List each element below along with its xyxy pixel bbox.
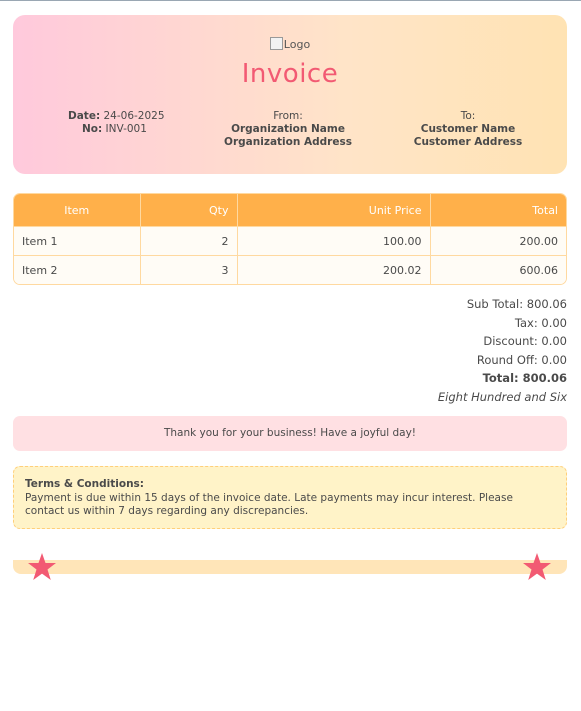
logo: [13, 37, 567, 51]
broken-image-icon: [270, 37, 283, 50]
table-header-row: [14, 194, 566, 227]
tax: Tax: 0.00: [514, 315, 567, 330]
number-label: No:: [82, 123, 103, 135]
to-block: [398, 110, 538, 149]
terms-box: [13, 466, 567, 529]
sub-total: Sub Total: 800.06: [466, 297, 567, 311]
column-header-unit-price: Unit Price: [237, 194, 430, 227]
terms-text: Payment is due within 15 days of the invoice date. Late payments may incur interest. Please contact us within 7 days regarding any discrepancies.: [25, 491, 513, 517]
terms-heading: Terms & Conditions:: [25, 478, 144, 490]
to-label: To:: [460, 110, 476, 122]
round-off: Round Off: 0.00: [476, 352, 567, 367]
cell-item: Item 2: [14, 256, 140, 285]
discount: Discount: 0.00: [483, 334, 567, 348]
thank-you-note: Thank you for your business! Have a joyful day!: [13, 416, 567, 451]
from-label: From:: [273, 110, 303, 122]
from-block: [208, 110, 368, 149]
amount-in-words: Eight Hundred and Six: [437, 389, 567, 404]
invoice-number: INV-001: [105, 123, 147, 135]
cell-unit-price: 100.00: [237, 227, 430, 256]
footer-band: [13, 560, 567, 574]
from-address: Organization Address: [224, 136, 352, 148]
table-row: [14, 256, 566, 285]
cell-total: 600.06: [430, 256, 566, 285]
to-name: Customer Name: [420, 123, 516, 135]
column-header-total: Total: [430, 194, 566, 227]
star-icon: [522, 552, 552, 582]
column-header-qty: Qty: [140, 194, 237, 227]
cell-item: Item 1: [14, 227, 140, 256]
date-label: Date:: [68, 110, 101, 122]
invoice-header: [13, 15, 567, 174]
cell-total: 200.00: [430, 227, 566, 256]
column-header-item: Item: [14, 194, 140, 227]
cell-qty: 3: [140, 256, 237, 285]
invoice-date: 24-06-2025: [103, 110, 165, 122]
star-icon: [27, 552, 57, 582]
from-name: Organization Name: [231, 123, 345, 135]
invoice-meta: [68, 110, 165, 136]
logo-alt-text: Logo: [283, 38, 311, 51]
table-row: [14, 227, 566, 256]
page-title: Invoice: [241, 59, 339, 89]
top-border-line: [0, 0, 581, 1]
totals-summary: [438, 295, 567, 406]
cell-unit-price: 200.02: [237, 256, 430, 285]
items-table: [13, 193, 567, 285]
cell-qty: 2: [140, 227, 237, 256]
grand-total: Total: 800.06: [482, 371, 567, 385]
to-address: Customer Address: [413, 136, 523, 148]
